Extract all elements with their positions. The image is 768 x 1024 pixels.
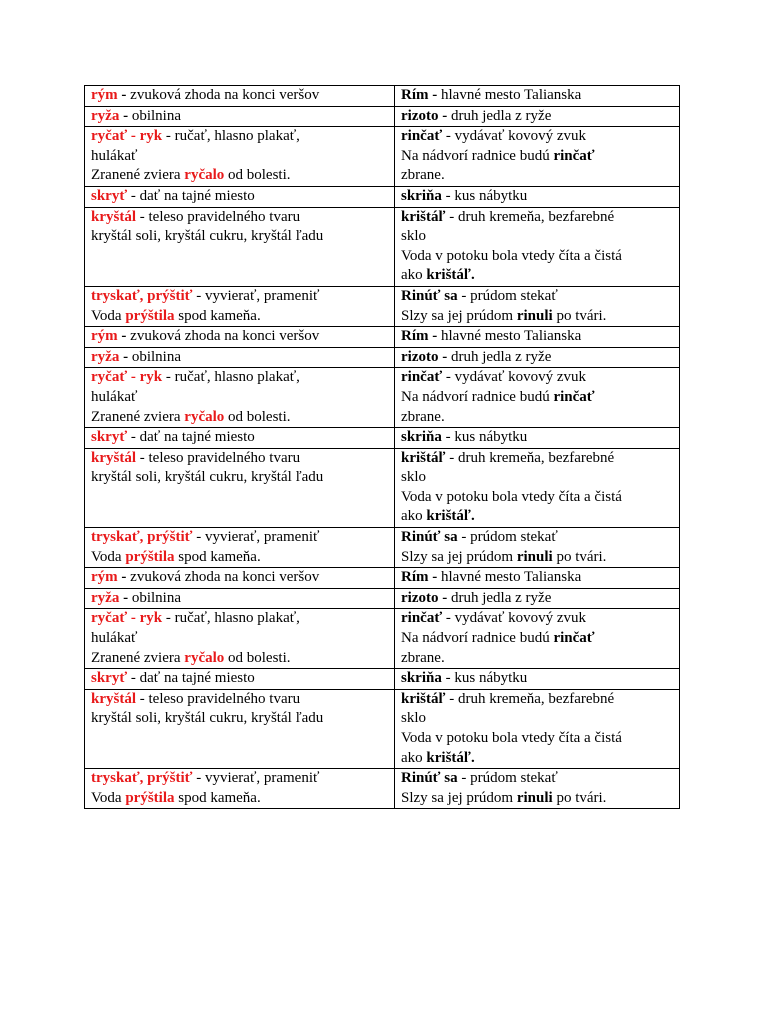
table-row: [85, 127, 680, 187]
cell-text: ako: [401, 749, 427, 766]
table-row: [85, 528, 680, 568]
cell-line: [91, 127, 388, 147]
term-cell-right: [395, 448, 680, 527]
cell-line: [401, 669, 673, 689]
cell-line: [401, 187, 673, 207]
cell-text: druh jedla z ryže: [450, 348, 552, 365]
cell-text: spod kameňa.: [174, 789, 261, 806]
table-row: [85, 588, 680, 609]
cell-text: - vyvierať, prameniť: [192, 770, 320, 787]
cell-text: obilnina: [131, 107, 181, 124]
bold-term: rinuli: [516, 548, 553, 565]
bold-term: Rinúť sa: [401, 529, 458, 546]
bold-term: rinčať: [401, 610, 443, 627]
table-row: [85, 186, 680, 207]
cell-text: - teleso pravidelného tvaru: [136, 690, 301, 707]
cell-text: Na nádvorí radnice budú: [401, 630, 554, 647]
cell-line: [401, 528, 673, 548]
bold-term: rinčať: [553, 388, 595, 405]
cell-text: kryštál soli, kryštál cukru, kryštál ľadu: [91, 710, 324, 727]
cell-text: hulákať: [91, 630, 138, 647]
highlighted-term: rým: [91, 328, 118, 345]
cell-line: [401, 468, 673, 488]
cell-text: spod kameňa.: [174, 548, 261, 565]
highlighted-term: kryštál: [91, 690, 136, 707]
cell-line: [401, 609, 673, 629]
cell-text: druh jedla z ryže: [450, 589, 552, 606]
cell-line: [91, 327, 388, 347]
cell-line: [401, 368, 673, 388]
bold-term: krištáľ: [401, 690, 446, 707]
term-cell-left: [85, 568, 395, 589]
cell-line: [401, 589, 673, 609]
cell-line: [91, 86, 388, 106]
cell-text: Zranené zviera: [91, 649, 185, 666]
cell-line: [91, 468, 388, 488]
cell-line: [91, 287, 388, 307]
bold-term: rinčať: [553, 147, 595, 164]
cell-text: Slzy sa jej prúdom: [401, 789, 517, 806]
cell-line: [401, 307, 673, 327]
cell-line: [401, 208, 673, 228]
cell-line: [91, 528, 388, 548]
cell-line: [91, 348, 388, 368]
table-row: [85, 448, 680, 527]
cell-line: [401, 789, 673, 809]
cell-text: - dať na tajné miesto: [127, 187, 255, 204]
bold-term: -: [117, 87, 131, 103]
cell-text: zbrane.: [401, 408, 445, 425]
cell-line: [401, 166, 673, 186]
term-cell-right: [395, 769, 680, 809]
cell-text: - prúdom stekať: [457, 770, 558, 787]
highlighted-term: ryža: [91, 107, 120, 124]
cell-line: [91, 649, 388, 669]
bold-term: krištáľ.: [426, 749, 475, 766]
cell-line: [401, 729, 673, 749]
cell-line: [91, 709, 388, 729]
highlighted-term: prýštila: [125, 789, 175, 806]
cell-text: hlavné mesto Talianska: [441, 569, 582, 586]
term-cell-left: [85, 106, 395, 127]
cell-text: - prúdom stekať: [457, 287, 558, 304]
vocabulary-table-body: [85, 86, 680, 809]
cell-text: Voda v potoku bola vtedy číta a čistá: [401, 247, 622, 264]
cell-text: zvuková zhoda na konci veršov: [130, 569, 320, 586]
highlighted-term: skryť: [91, 670, 128, 687]
cell-text: Voda v potoku bola vtedy číta a čistá: [401, 730, 622, 746]
term-cell-right: [395, 347, 680, 368]
cell-line: [401, 690, 673, 710]
term-cell-left: [85, 86, 395, 107]
bold-term: -: [119, 348, 132, 365]
term-cell-left: [85, 428, 395, 449]
table-row: [85, 609, 680, 669]
term-cell-left: [85, 448, 395, 527]
term-cell-right: [395, 428, 680, 449]
cell-line: [91, 408, 388, 428]
cell-line: [401, 127, 673, 147]
cell-line: [91, 690, 388, 710]
bold-term: rinuli: [516, 307, 553, 324]
cell-line: [91, 428, 388, 448]
term-cell-right: [395, 568, 680, 589]
cell-text: Voda: [91, 789, 126, 806]
table-row: [85, 669, 680, 690]
cell-text: - kus nábytku: [441, 670, 528, 687]
highlighted-term: ryža: [91, 589, 120, 606]
cell-line: [91, 789, 388, 809]
bold-term: krištáľ: [401, 208, 446, 225]
cell-line: [401, 247, 673, 267]
term-cell-left: [85, 769, 395, 809]
cell-text: ako: [401, 508, 427, 525]
bold-term: -: [117, 328, 131, 345]
cell-line: [401, 348, 673, 368]
term-cell-right: [395, 588, 680, 609]
highlighted-term: prýštila: [125, 548, 175, 565]
cell-text: po tvári.: [552, 548, 607, 565]
term-cell-right: [395, 186, 680, 207]
cell-line: [401, 107, 673, 127]
table-row: [85, 347, 680, 368]
bold-term: rizoto -: [401, 348, 451, 365]
highlighted-term: skryť: [91, 429, 128, 446]
cell-line: [401, 388, 673, 408]
cell-line: [401, 408, 673, 428]
table-row: [85, 86, 680, 107]
cell-text: od bolesti.: [224, 408, 291, 425]
bold-term: -: [119, 589, 132, 606]
cell-line: [91, 568, 388, 588]
cell-text: - ručať, hlasno plakať,: [162, 128, 300, 145]
cell-text: - vydávať kovový zvuk: [442, 128, 587, 145]
term-cell-left: [85, 347, 395, 368]
table-row: [85, 368, 680, 428]
term-cell-right: [395, 528, 680, 568]
cell-text: Voda v potoku bola vtedy číta a čistá: [401, 488, 622, 505]
cell-line: [401, 287, 673, 307]
cell-line: [91, 669, 388, 689]
bold-term: rizoto -: [401, 107, 451, 124]
cell-text: zvuková zhoda na konci veršov: [130, 328, 320, 345]
cell-line: [401, 649, 673, 669]
highlighted-term: tryskať, prýštiť: [91, 287, 193, 304]
term-cell-left: [85, 368, 395, 428]
term-cell-right: [395, 286, 680, 326]
term-cell-right: [395, 669, 680, 690]
cell-text: od bolesti.: [224, 167, 291, 184]
term-cell-right: [395, 106, 680, 127]
term-cell-left: [85, 669, 395, 690]
cell-line: [91, 187, 388, 207]
cell-line: [91, 609, 388, 629]
highlighted-term: skryť: [91, 187, 128, 204]
cell-line: [401, 266, 673, 286]
bold-term: rinuli: [516, 789, 553, 806]
cell-line: [91, 629, 388, 649]
cell-line: [91, 548, 388, 568]
highlighted-term: tryskať, prýštiť: [91, 770, 193, 787]
cell-text: - kus nábytku: [441, 429, 528, 446]
cell-text: obilnina: [131, 589, 181, 606]
highlighted-term: ryčalo: [184, 167, 225, 184]
highlighted-term: ryčať - ryk: [91, 610, 163, 627]
cell-text: kryštál soli, kryštál cukru, kryštál ľadu: [91, 228, 324, 245]
cell-text: hulákať: [91, 388, 138, 405]
table-row: [85, 106, 680, 127]
cell-line: [91, 368, 388, 388]
cell-text: Na nádvorí radnice budú: [401, 147, 554, 164]
cell-text: po tvári.: [552, 789, 607, 806]
cell-text: obilnina: [131, 348, 181, 365]
term-cell-right: [395, 127, 680, 187]
vocabulary-table: [84, 85, 680, 809]
term-cell-left: [85, 286, 395, 326]
bold-term: skriňa: [401, 429, 442, 446]
table-row: [85, 428, 680, 449]
bold-term: -: [117, 569, 131, 586]
cell-text: - vydávať kovový zvuk: [442, 610, 587, 627]
cell-text: Na nádvorí radnice budú: [401, 388, 554, 405]
bold-term: rinčať: [401, 369, 443, 386]
term-cell-right: [395, 368, 680, 428]
highlighted-term: rým: [91, 87, 118, 103]
table-row: [85, 286, 680, 326]
cell-line: [91, 449, 388, 469]
highlighted-term: kryštál: [91, 208, 136, 225]
table-row: [85, 769, 680, 809]
cell-text: druh jedla z ryže: [450, 107, 552, 124]
cell-text: sklo: [401, 710, 427, 727]
bold-term: rinčať: [401, 128, 443, 145]
cell-text: - prúdom stekať: [457, 529, 558, 546]
bold-term: Rím -: [401, 328, 441, 345]
cell-text: spod kameňa.: [174, 307, 261, 324]
cell-line: [91, 589, 388, 609]
cell-line: [401, 147, 673, 167]
cell-line: [91, 769, 388, 789]
cell-text: Zranené zviera: [91, 408, 185, 425]
cell-text: zbrane.: [401, 649, 445, 666]
cell-text: - kus nábytku: [441, 187, 528, 204]
highlighted-term: ryža: [91, 348, 120, 365]
highlighted-term: ryčať - ryk: [91, 128, 163, 145]
cell-line: [401, 327, 673, 347]
table-row: [85, 568, 680, 589]
cell-text: Slzy sa jej prúdom: [401, 548, 517, 565]
cell-line: [91, 166, 388, 186]
term-cell-left: [85, 528, 395, 568]
cell-text: po tvári.: [552, 307, 607, 324]
term-cell-right: [395, 207, 680, 286]
table-row: [85, 207, 680, 286]
cell-line: [91, 388, 388, 408]
cell-text: hlavné mesto Talianska: [441, 87, 582, 103]
cell-line: [401, 428, 673, 448]
cell-text: hulákať: [91, 147, 138, 164]
cell-line: [401, 568, 673, 588]
cell-line: [401, 449, 673, 469]
cell-text: hlavné mesto Talianska: [441, 328, 582, 345]
term-cell-left: [85, 127, 395, 187]
term-cell-left: [85, 609, 395, 669]
highlighted-term: ryčalo: [184, 649, 225, 666]
cell-text: - dať na tajné miesto: [127, 670, 255, 687]
cell-text: zbrane.: [401, 167, 445, 184]
highlighted-term: rým: [91, 569, 118, 586]
term-cell-left: [85, 207, 395, 286]
cell-line: [401, 227, 673, 247]
bold-term: skriňa: [401, 670, 442, 687]
bold-term: skriňa: [401, 187, 442, 204]
cell-line: [401, 86, 673, 106]
cell-line: [401, 749, 673, 769]
cell-text: - druh kremeňa, bezfarebné: [445, 208, 615, 225]
cell-text: - vyvierať, prameniť: [192, 529, 320, 546]
highlighted-term: ryčať - ryk: [91, 369, 163, 386]
cell-line: [401, 629, 673, 649]
cell-text: - ručať, hlasno plakať,: [162, 610, 300, 627]
cell-line: [401, 488, 673, 508]
term-cell-left: [85, 186, 395, 207]
term-cell-right: [395, 86, 680, 107]
cell-text: - vydávať kovový zvuk: [442, 369, 587, 386]
cell-line: [401, 507, 673, 527]
highlighted-term: tryskať, prýštiť: [91, 529, 193, 546]
cell-text: zvuková zhoda na konci veršov: [130, 87, 320, 103]
bold-term: rizoto -: [401, 589, 451, 606]
term-cell-left: [85, 689, 395, 768]
cell-text: kryštál soli, kryštál cukru, kryštál ľadu: [91, 469, 324, 486]
cell-line: [91, 147, 388, 167]
bold-term: krištáľ.: [426, 267, 475, 284]
cell-text: - teleso pravidelného tvaru: [136, 208, 301, 225]
cell-line: [91, 307, 388, 327]
cell-line: [401, 769, 673, 789]
cell-line: [401, 548, 673, 568]
highlighted-term: ryčalo: [184, 408, 225, 425]
cell-text: Voda: [91, 307, 126, 324]
bold-term: Rím -: [401, 569, 441, 586]
bold-term: rinčať: [553, 630, 595, 647]
cell-text: - druh kremeňa, bezfarebné: [445, 690, 615, 707]
cell-text: - dať na tajné miesto: [127, 429, 255, 446]
cell-line: [91, 107, 388, 127]
bold-term: Rinúť sa: [401, 287, 458, 304]
term-cell-right: [395, 327, 680, 348]
bold-term: Rím -: [401, 87, 441, 103]
cell-text: sklo: [401, 469, 427, 486]
table-row: [85, 327, 680, 348]
term-cell-right: [395, 609, 680, 669]
cell-text: ako: [401, 267, 427, 284]
term-cell-right: [395, 689, 680, 768]
cell-line: [91, 208, 388, 228]
cell-text: Voda: [91, 548, 126, 565]
cell-line: [401, 709, 673, 729]
cell-text: - druh kremeňa, bezfarebné: [445, 449, 615, 466]
highlighted-term: kryštál: [91, 449, 136, 466]
bold-term: Rinúť sa: [401, 770, 458, 787]
cell-text: - vyvierať, prameniť: [192, 287, 320, 304]
cell-text: - teleso pravidelného tvaru: [136, 449, 301, 466]
bold-term: krištáľ: [401, 449, 446, 466]
term-cell-left: [85, 588, 395, 609]
cell-text: od bolesti.: [224, 649, 291, 666]
cell-text: Slzy sa jej prúdom: [401, 307, 517, 324]
table-row: [85, 689, 680, 768]
cell-text: sklo: [401, 228, 427, 245]
highlighted-term: prýštila: [125, 307, 175, 324]
cell-text: Zranené zviera: [91, 167, 185, 184]
bold-term: krištáľ.: [426, 508, 475, 525]
cell-text: - ručať, hlasno plakať,: [162, 369, 300, 386]
bold-term: -: [119, 107, 132, 124]
cell-line: [91, 227, 388, 247]
term-cell-left: [85, 327, 395, 348]
